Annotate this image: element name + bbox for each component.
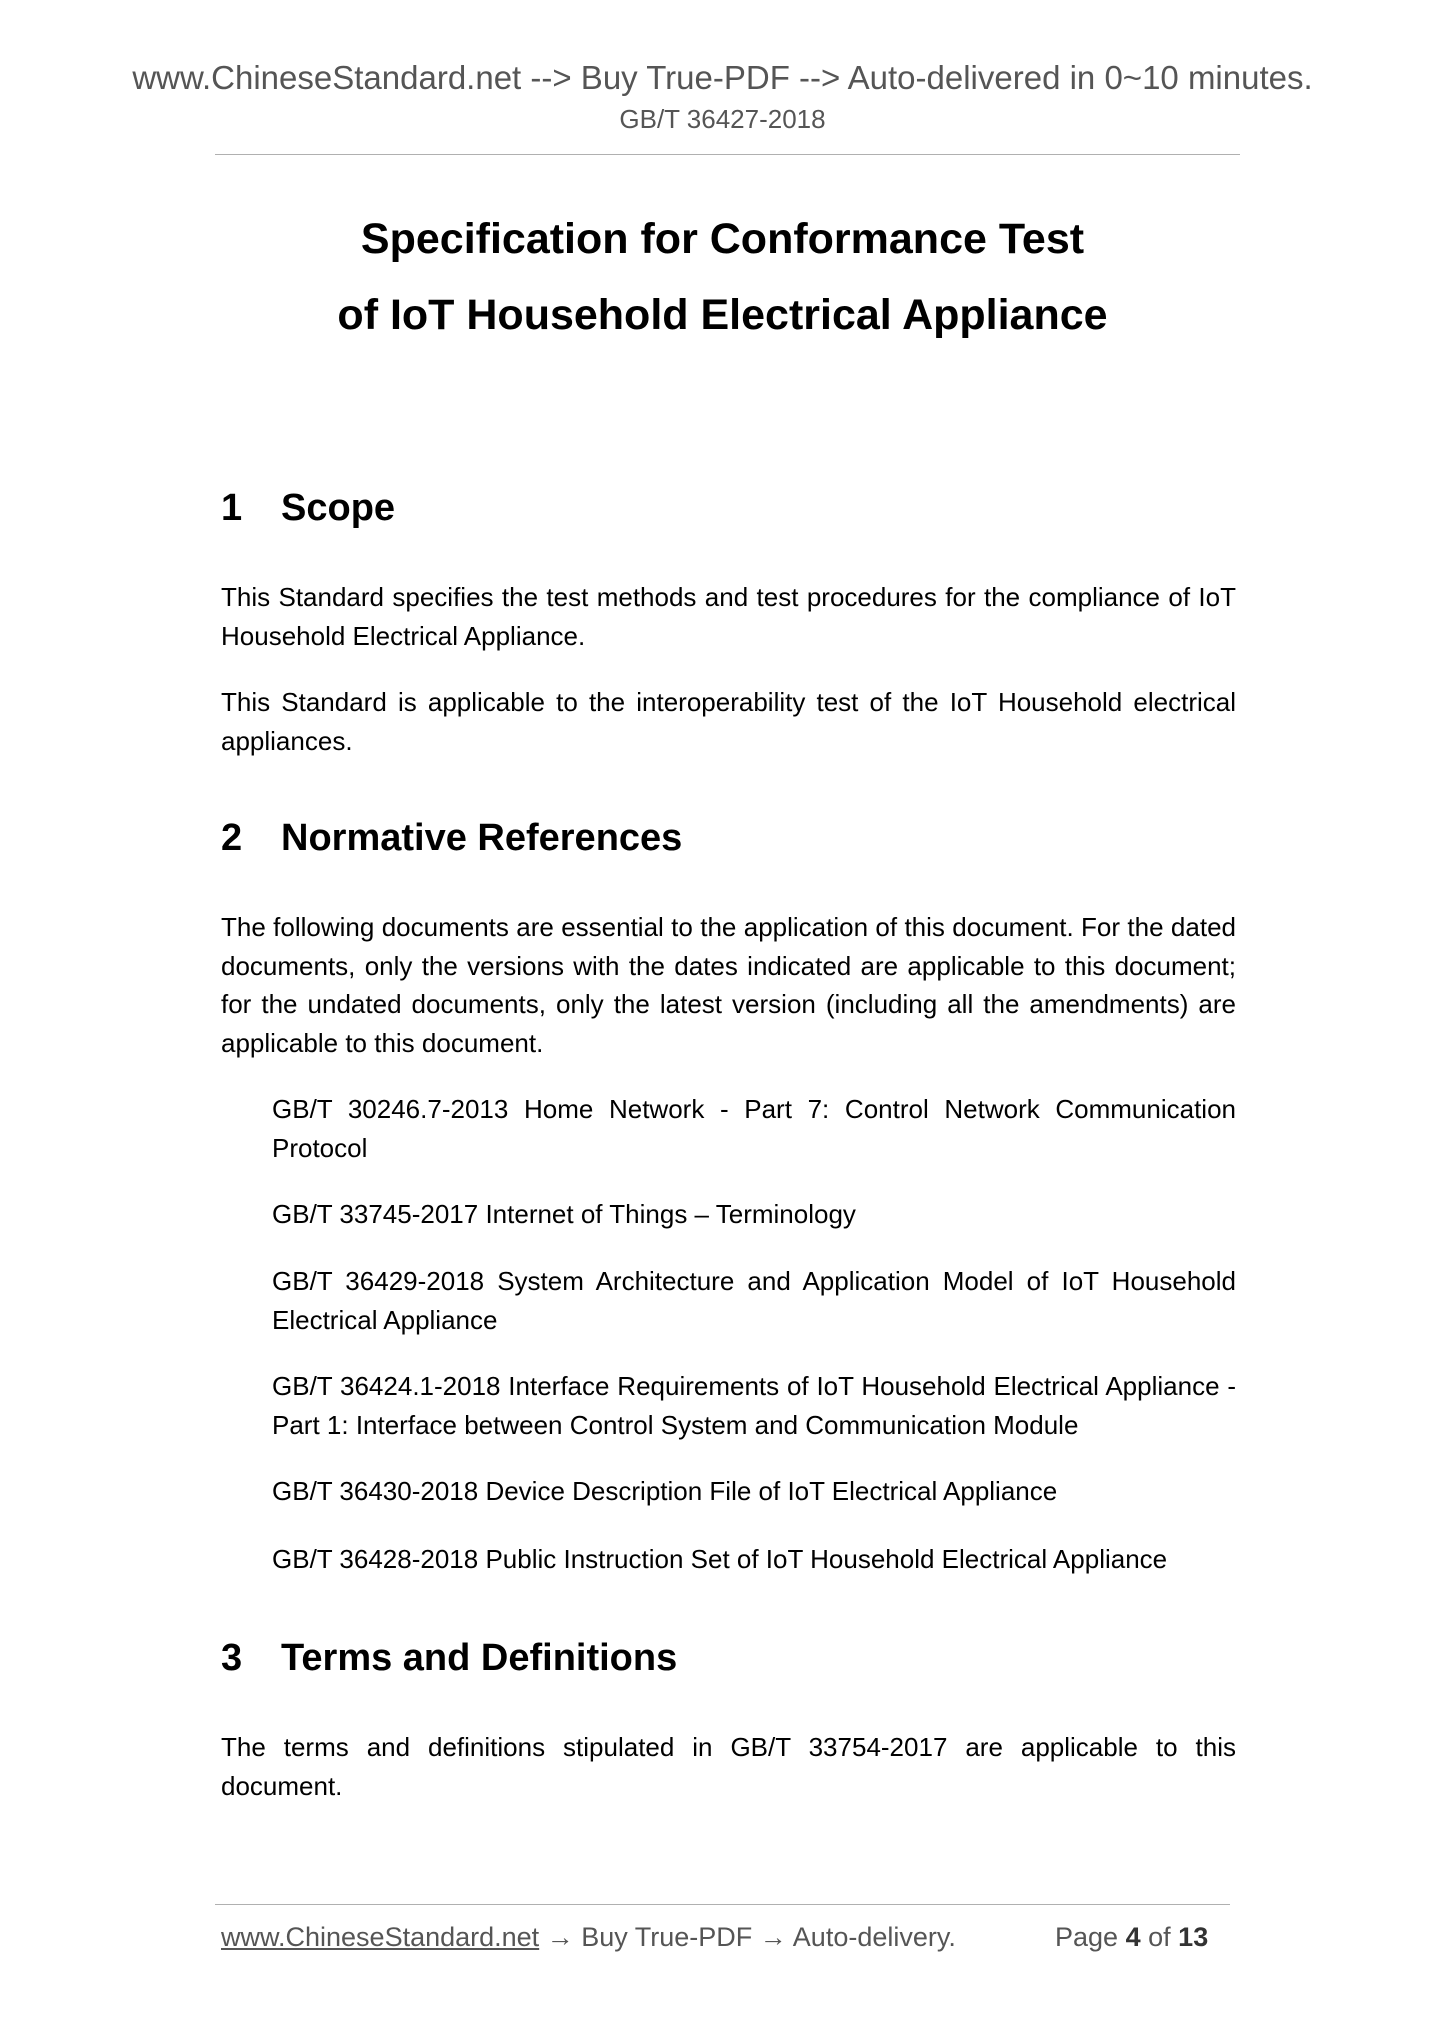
- document-title-line2: of IoT Household Electrical Appliance: [337, 291, 1108, 339]
- reference-item: GB/T 33745-2017 Internet of Things – Terminology: [272, 1199, 856, 1229]
- auto-delivery-text: Auto-delivery.: [792, 1922, 956, 1952]
- section-number: 3: [221, 1637, 243, 1679]
- section-heading-terms-definitions: [221, 1635, 677, 1681]
- normative-intro-paragraph: The following documents are essential to the application of this document. For the dated documents, only the versions with the dates indicated are applicable to this document; for the undated documents, only the latest version (including all the amendments) are applicable to this document.: [221, 912, 1236, 1058]
- buy-pdf-text: Buy True-PDF: [581, 1922, 753, 1952]
- reference-item: GB/T 36429-2018 System Architecture and Application Model of IoT Household Electrical Appliance: [272, 1266, 1236, 1335]
- section-title: Normative References: [281, 817, 683, 859]
- section-number: 1: [221, 487, 243, 529]
- page-indicator: [1055, 1920, 1208, 1954]
- footer-divider: [215, 1904, 1230, 1905]
- scope-paragraph-1: This Standard specifies the test methods and test procedures for the compliance of IoT Household Electrical Appliance.: [221, 582, 1236, 651]
- total-pages: 13: [1178, 1922, 1209, 1952]
- section-title: Terms and Definitions: [281, 1637, 678, 1679]
- section-number: 2: [221, 817, 243, 859]
- header-banner: www.ChineseStandard.net --> Buy True-PDF --> Auto-delivered in 0~10 minutes.: [132, 59, 1313, 96]
- section-heading-normative-references: [221, 815, 682, 861]
- of-label: of: [1148, 1922, 1171, 1952]
- document-title-line1: Specification for Conformance Test: [360, 215, 1085, 263]
- footer-links: [221, 1920, 956, 1954]
- header-divider: [215, 154, 1240, 155]
- section-heading-scope: [221, 485, 395, 531]
- section-title: Scope: [281, 487, 396, 529]
- scope-paragraph-2: This Standard is applicable to the interoperability test of the IoT Household electrical appliances.: [221, 687, 1236, 756]
- current-page-number: 4: [1125, 1922, 1141, 1952]
- website-link[interactable]: www.ChineseStandard.net: [221, 1922, 540, 1952]
- reference-item: GB/T 30246.7-2013 Home Network - Part 7: Control Network Communication Protocol: [272, 1094, 1236, 1163]
- arrow-right-icon: →: [759, 1922, 787, 1952]
- reference-item: GB/T 36424.1-2018 Interface Requirements of IoT Household Electrical Appliance -Part 1: Interface between Control System and Communication Module: [272, 1371, 1236, 1440]
- terms-paragraph: The terms and definitions stipulated in GB/T 33754-2017 are applicable to this document.: [221, 1732, 1236, 1801]
- reference-item: GB/T 36428-2018 Public Instruction Set of IoT Household Electrical Appliance: [272, 1544, 1168, 1574]
- page-label: Page: [1055, 1922, 1119, 1952]
- arrow-right-icon: →: [546, 1922, 574, 1952]
- standard-code: GB/T 36427-2018: [619, 104, 826, 134]
- reference-item: GB/T 36430-2018 Device Description File of IoT Electrical Appliance: [272, 1476, 1058, 1506]
